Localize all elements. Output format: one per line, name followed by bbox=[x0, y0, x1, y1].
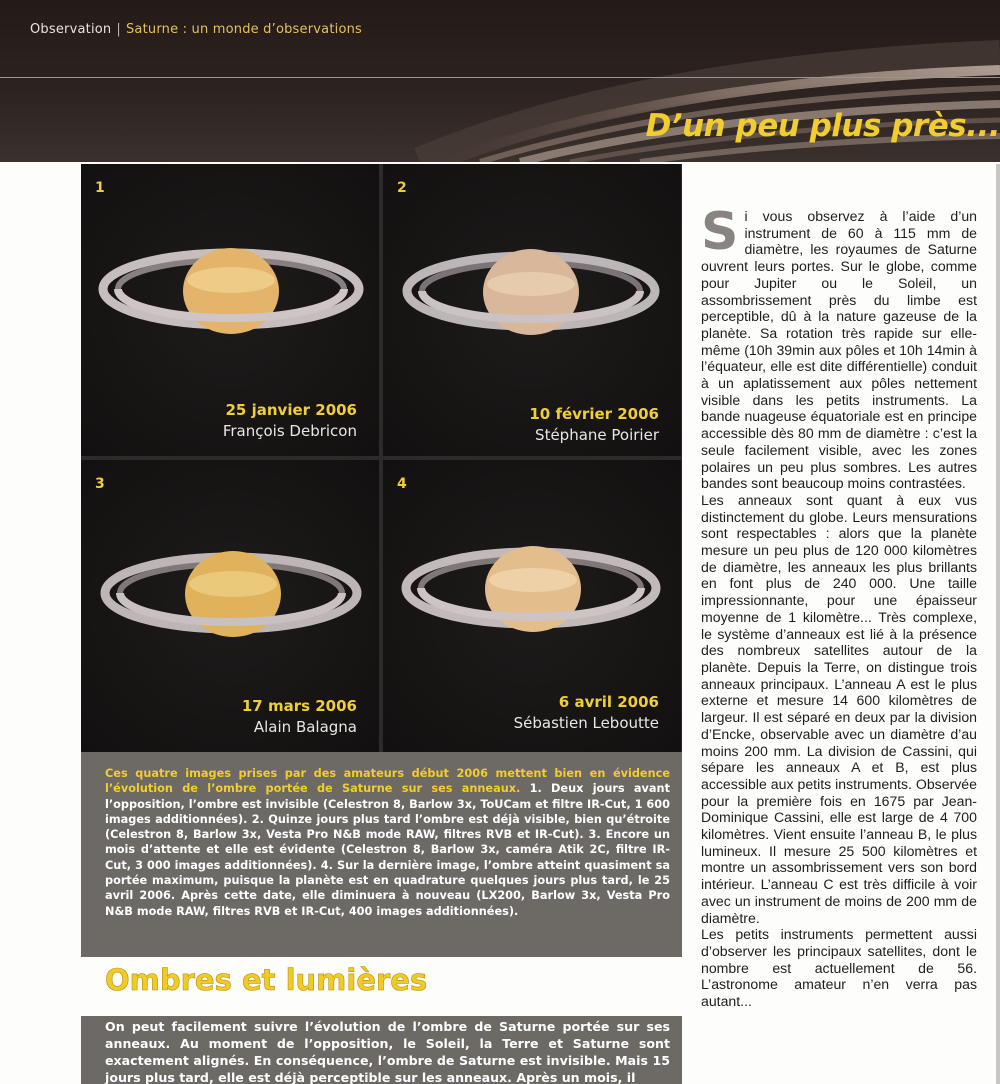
header-rule bbox=[0, 77, 1000, 78]
saturn-photo-4 bbox=[383, 460, 681, 752]
photo-date: 25 janvier 2006 bbox=[225, 401, 357, 419]
photo-author: François Debricon bbox=[222, 422, 357, 440]
breadcrumb bbox=[30, 22, 362, 37]
caption-lead: Ces quatre images prises par des amateurs début 2006 mettent bien en évidence l’évolution de l’ombre portée de Saturne sur ses anneaux. bbox=[105, 767, 670, 796]
photo-author: Stéphane Poirier bbox=[535, 426, 659, 444]
photo-number: 2 bbox=[397, 180, 407, 196]
intro-paragraph: On peut facilement suivre l’évolution de l’ombre de Saturne portée sur ses anneaux. Au moment de l’opposition, le Soleil, la Terre et Saturne sont exactement alignés. En conséquence, l’ombre de Saturne est invisible. Mais 15 jours plus tard, elle est déjà perceptible sur les anneaux. Après un mois, il bbox=[105, 1019, 670, 1084]
section-intro bbox=[81, 1016, 682, 1084]
photo-author: Alain Balagna bbox=[253, 718, 357, 736]
photo-number: 3 bbox=[95, 476, 105, 492]
photo-author: Sébastien Leboutte bbox=[513, 714, 659, 732]
article-kicker-title: D’un peu plus près... bbox=[645, 108, 1000, 144]
saturn-photo-1 bbox=[81, 164, 379, 456]
photo-date: 6 avril 2006 bbox=[558, 693, 659, 711]
breadcrumb-separator: | bbox=[116, 22, 121, 37]
page-gutter-shadow bbox=[996, 164, 1000, 1084]
section-label: Observation bbox=[30, 22, 112, 37]
body-paragraph-1: i vous observez à l’aide d’un instrument de 60 à 115 mm de diamètre, les royaumes de Saturne ouvrent leurs portes. Sur le globe, comme pour Jupiter ou le Soleil, un assombrissement près du limbe est perceptible, dû à la nature gazeuse de la planète. Sa rotation très rapide sur elle-même (10h 39min aux pôles et 10h 14min à l’équateur, elle est dite différentielle) conduit à un aplatissement aux pôles nettement visible dans les petits instruments. La bande nuageuse équatoriale est en principe accessible dès 80 mm de diamètre : c’est la seule facilement visible, avec les zones polaires un peu plus sombres. Les autres bandes sont beaucoup moins contrastées. bbox=[701, 208, 977, 492]
saturn-photo-3 bbox=[81, 460, 379, 752]
photo-caption bbox=[81, 752, 682, 957]
article-subtitle: Saturne : un monde d’observations bbox=[125, 22, 363, 37]
photo-number: 4 bbox=[397, 476, 407, 492]
saturn-photo-2 bbox=[383, 164, 681, 456]
drop-cap: S bbox=[701, 202, 739, 262]
body-paragraph-2: Les anneaux sont quant à eux vus distinctement du globe. Leurs mensurations sont respectables : alors que la planète mesure un peu plus de 120 000 kilomètres de diamètre, les anneaux les plus brillants en font plus de 240 000. Une taille impressionnante, pour une épaisseur moyenne de 1 kilomètre... Très complexe, le système d’anneaux est lié à la présence des nombreux satellites autour de la planète. Depuis la Terre, on distingue trois anneaux principaux. L’anneau A est le plus externe et mesure 14 600 kilomètres de largeur. Il est séparé en deux par la division d’Encke, observable avec un diamètre d’au moins 200 mm. La division de Cassini, qui sépare les anneaux A et B, est plus accessible aux petits instruments. Observée pour la première fois en 1675 par Jean-Dominique Cassini, elle est large de 4 700 kilomètres. Vient ensuite l’anneau B, le plus lumineux. Il mesure 25 500 kilomètres et montre un assombrissement vers son bord intérieur. L’anneau C est très difficile à voir avec un instrument de moins de 200 mm de diamètre. bbox=[701, 491, 977, 926]
photo-number: 1 bbox=[95, 180, 105, 196]
article-body-column bbox=[685, 164, 1000, 1084]
body-paragraph-3: Les petits instruments permettent aussi d’observer les principaux satellites, dont le nombre est actuellement de 56. L’astronome amateur n’en verra pas autant... bbox=[701, 926, 977, 1010]
photo-date: 10 février 2006 bbox=[529, 405, 659, 423]
photo-date: 17 mars 2006 bbox=[241, 697, 357, 715]
section-heading: Ombres et lumières bbox=[105, 963, 428, 997]
page-header bbox=[0, 0, 1000, 162]
photo-grid bbox=[81, 164, 682, 752]
caption-body: 1. Deux jours avant l’opposition, l’ombre est invisible (Celestron 8, Barlow 3x, ToUCam et filtre IR-Cut, 1 600 images additionnées). 2. Quinze jours plus tard l’ombre est déjà visible, bien qu’étroite (Celestron 8, Barlow 3x, Vesta Pro N&B mode RAW, filtres RVB et IR-Cut). 3. Encore un mois d’attente et elle est évidente (Celestron 8, Barlow 3x, caméra Atik 2C, filtre IR-Cut, 3 000 images additionnées). 4. Sur la dernière image, l’ombre atteint quasiment sa portée maximum, puisque la planète est en quadrature quelques jours plus tard, le 25 avril 2006. Après cette date, elle diminuera à nouveau (LX200, Barlow 3x, Vesta Pro N&B mode RAW, filtres RVB et IR-Cut, 400 images additionnées). bbox=[105, 782, 670, 918]
